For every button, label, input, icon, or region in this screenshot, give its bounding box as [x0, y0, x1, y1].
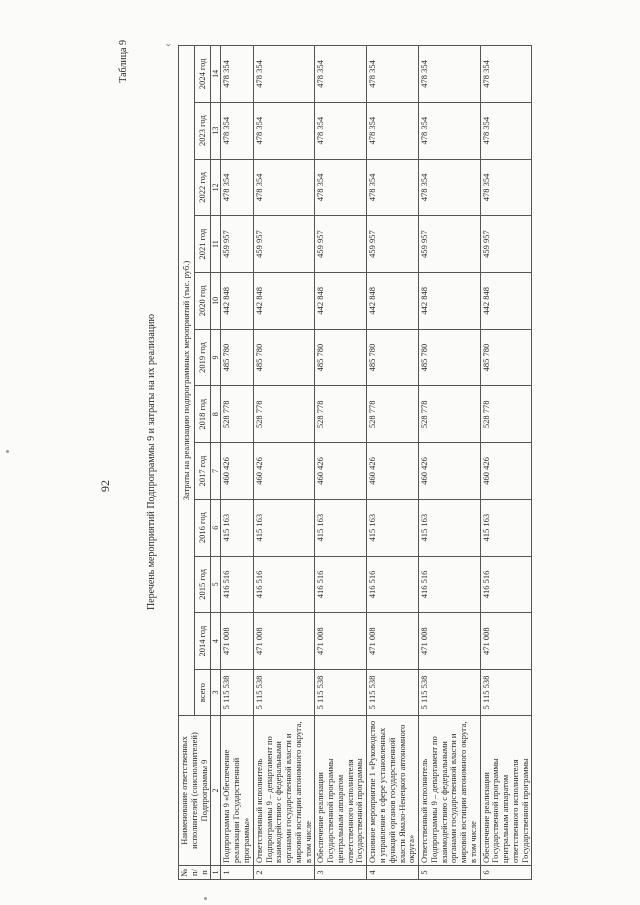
value-cell: 528 778	[253, 386, 315, 443]
value-cell: 459 957	[480, 216, 532, 273]
value-cell: 478 354	[480, 102, 532, 159]
column-number: 2	[211, 716, 221, 866]
value-cell: 528 778	[419, 386, 481, 443]
value-cell: 485 780	[419, 329, 481, 386]
rotated-page	[60, 32, 540, 892]
table-title: Перечень мероприятий Подпрограммы 9 и затраты на их реализацию	[146, 313, 157, 611]
value-cell: 459 957	[367, 216, 419, 273]
value-cell: 442 848	[253, 272, 315, 329]
value-cell: 442 848	[419, 272, 481, 329]
page-number: 92	[98, 480, 112, 492]
value-cell: 471 008	[419, 613, 481, 670]
value-cell: 478 354	[419, 46, 481, 103]
value-cell: 478 354	[419, 102, 481, 159]
value-cell: 5 115 538	[367, 670, 419, 716]
column-number-row	[211, 46, 221, 880]
table-row	[315, 46, 367, 880]
value-cell: 460 426	[419, 443, 481, 500]
value-cell: 415 163	[315, 499, 367, 556]
value-cell: 478 354	[480, 159, 532, 216]
value-cell: 460 426	[221, 443, 253, 500]
value-cell: 415 163	[221, 499, 253, 556]
header-year: 2024 год	[195, 46, 211, 103]
value-cell: 415 163	[253, 499, 315, 556]
value-cell: 485 780	[480, 329, 532, 386]
value-cell: 528 778	[221, 386, 253, 443]
value-cell: 478 354	[221, 46, 253, 103]
value-cell: 5 115 538	[480, 670, 532, 716]
value-cell: 478 354	[367, 46, 419, 103]
column-number: 12	[211, 159, 221, 216]
column-number: 5	[211, 556, 221, 613]
value-cell: 416 516	[221, 556, 253, 613]
value-cell: 442 848	[315, 272, 367, 329]
header-name: Наименование ответственных исполнителей (соисполнителей) Подпрограммы 9	[179, 716, 211, 866]
header-year: 2016 год	[195, 499, 211, 556]
value-cell: 478 354	[315, 46, 367, 103]
column-number: 10	[211, 272, 221, 329]
value-cell: 416 516	[419, 556, 481, 613]
value-cell: 478 354	[221, 159, 253, 216]
header-year: 2017 год	[195, 443, 211, 500]
value-cell: 416 516	[367, 556, 419, 613]
measures-table	[178, 45, 532, 880]
value-cell: 459 957	[221, 216, 253, 273]
value-cell: 5 115 538	[419, 670, 481, 716]
row-name: Ответственный исполнитель Подпрограммы 9 – департамент по взаимодействию с федеральными органами государственной власти и мировой юстиции автономного округа, в том числе	[419, 716, 481, 866]
value-cell: 485 780	[221, 329, 253, 386]
value-cell: 478 354	[253, 46, 315, 103]
value-cell: 442 848	[480, 272, 532, 329]
table-label: Таблица 9	[118, 40, 129, 83]
column-number: 7	[211, 443, 221, 500]
header-num: № п/п	[179, 866, 211, 880]
column-number: 11	[211, 216, 221, 273]
row-number: 5	[419, 866, 481, 880]
value-cell: 5 115 538	[315, 670, 367, 716]
header-year: 2015 год	[195, 556, 211, 613]
table-row	[367, 46, 419, 880]
value-cell: 459 957	[315, 216, 367, 273]
value-cell: 460 426	[315, 443, 367, 500]
value-cell: 478 354	[367, 159, 419, 216]
value-cell: 485 780	[367, 329, 419, 386]
header-year: 2019 год	[195, 329, 211, 386]
value-cell: 415 163	[480, 499, 532, 556]
header-costs-group: Затраты на реализацию подпрограммных мероприятий (тыс. руб.)	[179, 46, 195, 716]
row-name: Ответственный исполнитель Подпрограммы 9 – департамент по взаимодействию с федеральными органами государственной власти и мировой юстиции автономного округа, в том числе	[253, 716, 315, 866]
header-year: 2022 год	[195, 159, 211, 216]
header-year: 2018 год	[195, 386, 211, 443]
value-cell: 459 957	[253, 216, 315, 273]
header-year: 2021 год	[195, 216, 211, 273]
value-cell: 460 426	[367, 443, 419, 500]
header-total: всего	[195, 670, 211, 716]
row-name: Основное мероприятие 1 «Руководство и управление в сфере установленных функций органов государственной власти Ямало-Ненецкого автономного округа»	[367, 716, 419, 866]
value-cell: 478 354	[315, 159, 367, 216]
table-row	[221, 46, 253, 880]
value-cell: 471 008	[221, 613, 253, 670]
table-row	[253, 46, 315, 880]
value-cell: 478 354	[419, 159, 481, 216]
scan-speck	[204, 897, 207, 900]
row-number: 3	[315, 866, 367, 880]
value-cell: 528 778	[480, 386, 532, 443]
column-number: 4	[211, 613, 221, 670]
value-cell: 416 516	[253, 556, 315, 613]
column-number: 9	[211, 329, 221, 386]
value-cell: 442 848	[221, 272, 253, 329]
value-cell: 415 163	[419, 499, 481, 556]
row-name: Обеспечение реализации Государственной программы центральным аппаратом ответственного исполнителя Государственной программы	[480, 716, 532, 866]
table-row	[419, 46, 481, 880]
column-number: 1	[211, 866, 221, 880]
value-cell: 485 780	[315, 329, 367, 386]
column-number: 14	[211, 46, 221, 103]
scan-speck	[6, 450, 9, 453]
value-cell: 478 354	[315, 102, 367, 159]
scan-artifact-mark: ‹	[160, 43, 174, 47]
value-cell: 471 008	[315, 613, 367, 670]
column-number: 3	[211, 670, 221, 716]
value-cell: 478 354	[253, 159, 315, 216]
row-name: Подпрограмма 9 «Обеспечение реализации Государственной программы»	[221, 716, 253, 866]
value-cell: 5 115 538	[253, 670, 315, 716]
value-cell: 471 008	[367, 613, 419, 670]
header-year: 2023 год	[195, 102, 211, 159]
header-year: 2014 год	[195, 613, 211, 670]
value-cell: 416 516	[315, 556, 367, 613]
value-cell: 415 163	[367, 499, 419, 556]
column-number: 6	[211, 499, 221, 556]
value-cell: 478 354	[367, 102, 419, 159]
value-cell: 442 848	[367, 272, 419, 329]
value-cell: 528 778	[367, 386, 419, 443]
row-name: Обеспечение реализации Государственной программы центральным аппаратом ответственного исполнителя Государственной программы	[315, 716, 367, 866]
value-cell: 478 354	[480, 46, 532, 103]
column-number: 8	[211, 386, 221, 443]
row-number: 4	[367, 866, 419, 880]
value-cell: 528 778	[315, 386, 367, 443]
value-cell: 478 354	[221, 102, 253, 159]
value-cell: 5 115 538	[221, 670, 253, 716]
table-row	[480, 46, 532, 880]
row-number: 6	[480, 866, 532, 880]
row-number: 2	[253, 866, 315, 880]
value-cell: 460 426	[480, 443, 532, 500]
row-number: 1	[221, 866, 253, 880]
value-cell: 416 516	[480, 556, 532, 613]
value-cell: 471 008	[253, 613, 315, 670]
value-cell: 460 426	[253, 443, 315, 500]
value-cell: 478 354	[253, 102, 315, 159]
value-cell: 485 780	[253, 329, 315, 386]
value-cell: 459 957	[419, 216, 481, 273]
header-year: 2020 год	[195, 272, 211, 329]
column-number: 13	[211, 102, 221, 159]
value-cell: 471 008	[480, 613, 532, 670]
